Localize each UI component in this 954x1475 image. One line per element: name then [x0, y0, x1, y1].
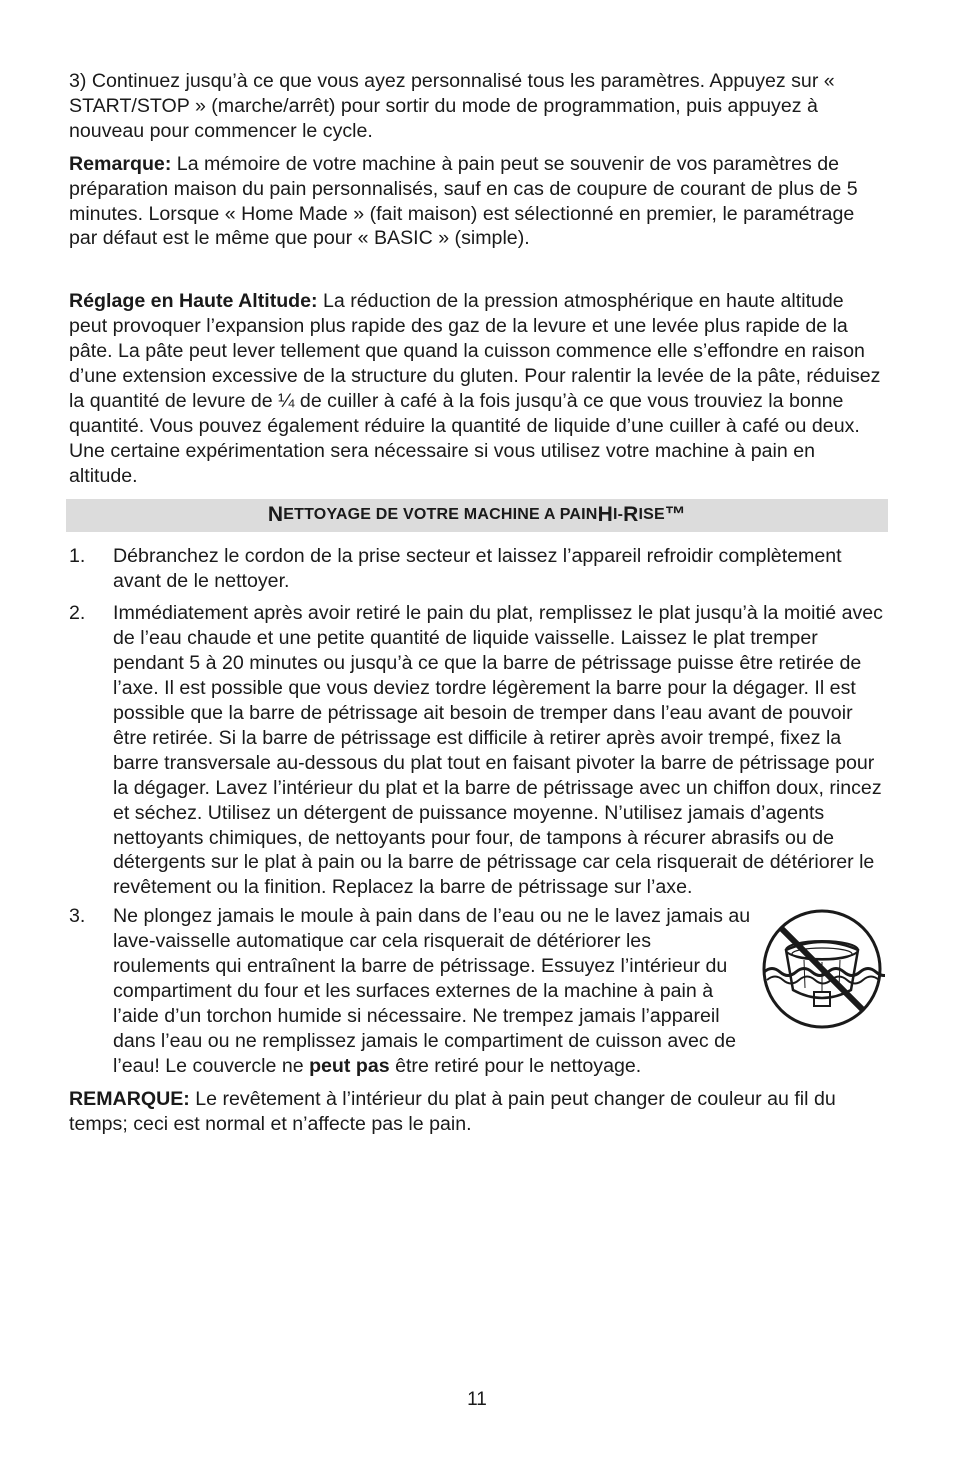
- bold-phrase: peut pas: [309, 1054, 390, 1077]
- no-immersion-icon: [759, 906, 885, 1032]
- step-number: 1.: [69, 544, 86, 567]
- altitude-paragraph: [69, 289, 885, 488]
- step-text: Immédiatement après avoir retiré le pain du plat, remplissez le plat jusqu’à la moitié avec de l’eau chaude et une petite quantité de liquide vaisselle. Laissez le plat tremper pendant 5 à 20 minutes ou jusqu’à ce que la barre de pétrissage puisse être retirée de l’axe. Il est possible que vous deviez tordre légèrement la barre pour la dégager. Il est possible que la barre de pétrissage ait besoin de tremper dans l’eau avant de pouvoir être retirée. Si la barre de pétrissage est difficile à retirer après avoir trempé, fixez la barre transversale au-dessous du plat tout en faisant pivoter la barre de pétrissage pour la dégager. Lavez l’intérieur du plat et la barre de pétrissage avec un chiffon doux, rincez et séchez. Utilisez un détergent de puissance moyenne. N’utilisez jamais d’agents nettoyants chimiques, de nettoyants pour four, de tampons à récurer abrasifs ou de détergents sur le plat à pain ou la barre de pétrissage car cela risquerait de détériorer le revêtement ou la finition. Replacez la barre de pétrissage sur l’axe.: [113, 602, 883, 899]
- remark-label: REMARQUE:: [69, 1087, 190, 1110]
- step-tail: être retiré pour le nettoyage.: [389, 1054, 642, 1077]
- step-text: Ne plongez jamais le moule à pain dans de l’eau ou ne le lavez jamais au lave-vaisselle automatique car cela risquerait de détériorer les roulements qui entraînent la barre de pétrissage. Essuyez l’intérieur du compartiment du four et les surfaces externes de la machine à pain à l’aide d’un torchon humide si nécessaire. Ne trempez jamais l’appareil dans l’eau ou ne remplissez jamais le compartiment de cuisson avec de l’eau! Le couvercle ne: [113, 905, 751, 1077]
- step-number: 3.: [69, 905, 86, 928]
- cleaning-heading: N ETTOYAGE DE VOTRE MACHINE A PAIN H I- R ISE ™: [66, 499, 888, 532]
- list-item: [69, 544, 885, 594]
- list-item: [69, 904, 885, 1078]
- manual-page: [69, 69, 885, 1144]
- step-3-paragraph: 3) Continuez jusqu’à ce que vous ayez personnalisé tous les paramètres. Appuyez sur « START/STOP » (marche/arrêt) pour sortir du mode de programmation, puis appuyez à nouveau pour commencer le cycle.: [69, 70, 835, 142]
- cleaning-steps: [69, 544, 885, 1079]
- step-number: 2.: [69, 602, 86, 625]
- altitude-label: Réglage en Haute Altitude:: [69, 290, 318, 313]
- memory-note: [69, 152, 885, 252]
- remark-text: Le revêtement à l’intérieur du plat à pain peut changer de couleur au fil du temps; ceci est normal et n’affecte pas le pain.: [69, 1087, 836, 1135]
- altitude-text: La réduction de la pression atmosphérique en haute altitude peut provoquer l’expansion plus rapide des gaz de la levure et une levée plus rapide de la pâte. La pâte peut lever tellement que quand la cuisson commence elle s’effondre en raison d’une extension excessive de la structure du gluten. Pour ralentir la levée de la pâte, réduisez la quantité de levure de ¼ de cuiller à café à la fois jusqu’à ce que vous trouviez la bonne quantité. Vous pouvez également réduire la quantité de liquide d’une cuiller à café ou deux. Une certaine expérimentation sera nécessaire si vous utilisez votre machine à pain en altitude.: [69, 290, 881, 487]
- note-label: Remarque:: [69, 152, 172, 175]
- step-text: Débranchez le cordon de la prise secteur et laissez l’appareil refroidir complètement avant de le nettoyer.: [113, 544, 842, 592]
- final-remark: [69, 1087, 885, 1137]
- page-number: 11: [467, 1389, 487, 1410]
- list-item: [69, 601, 885, 900]
- note-text: La mémoire de votre machine à pain peut se souvenir de vos paramètres de préparation maison du pain personnalisés, sauf en cas de coupure de courant de plus de 5 minutes. Lorsque « Home Made » (fait maison) est sélectionné en premier, le paramétrage par défaut est le même que pour « BASIC » (simple).: [69, 152, 858, 250]
